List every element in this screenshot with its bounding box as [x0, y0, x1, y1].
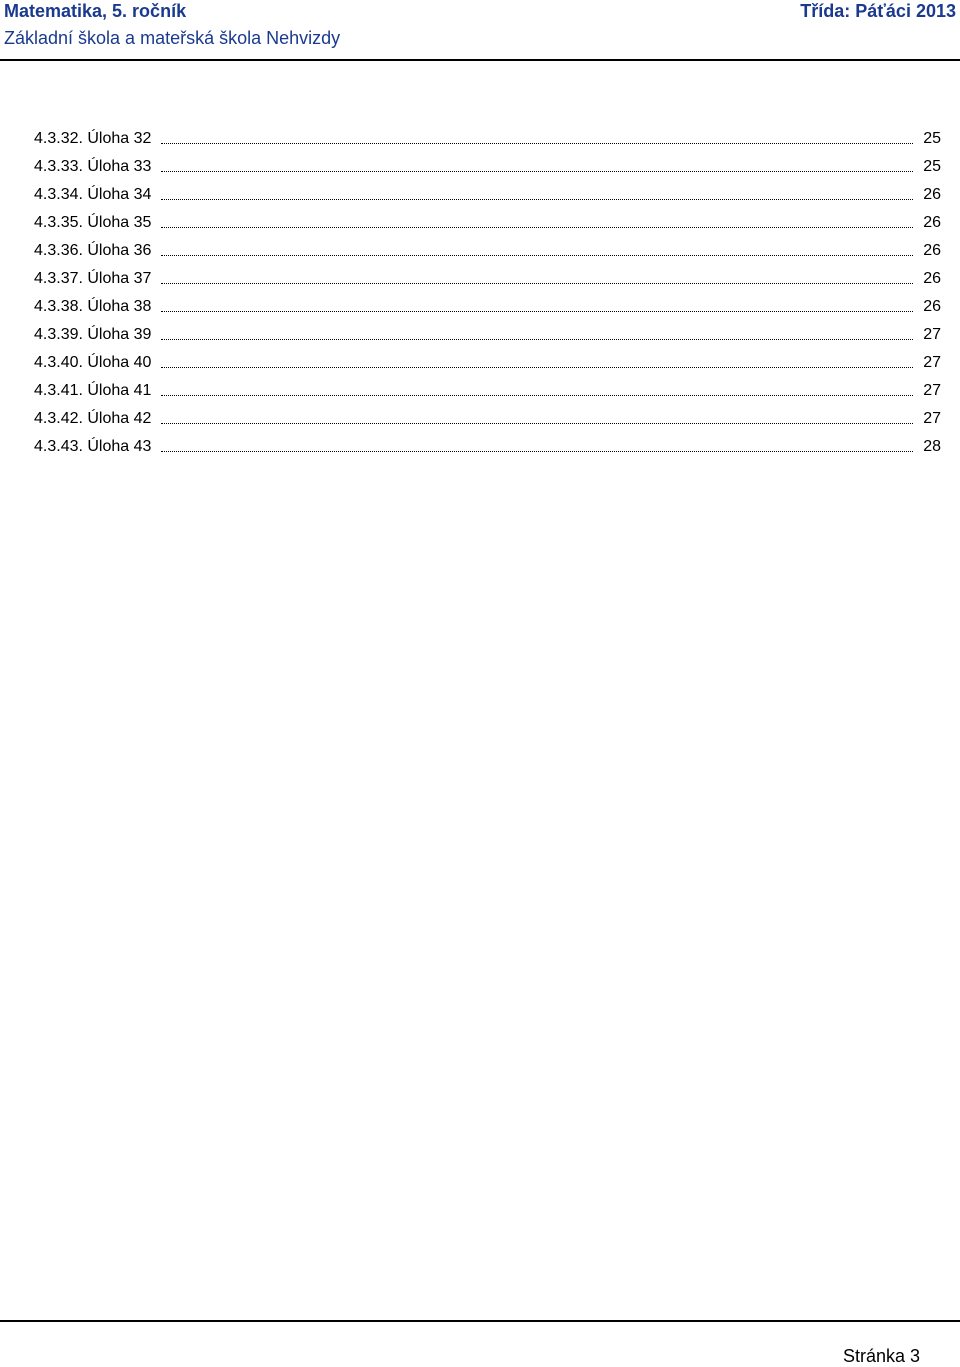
- toc-entry-label: 4.3.34. Úloha 34: [34, 186, 152, 203]
- toc-entry[interactable]: [34, 268, 941, 296]
- toc-entry-page: 25: [923, 158, 941, 175]
- school-name: Základní škola a mateřská škola Nehvizdy: [4, 28, 341, 48]
- header-divider: [0, 59, 960, 61]
- toc-entry-page: 26: [923, 242, 941, 259]
- toc-entry-page: 26: [923, 214, 941, 231]
- toc-entry-label: 4.3.39. Úloha 39: [34, 326, 152, 343]
- toc-entry[interactable]: [34, 128, 941, 156]
- toc-entry[interactable]: [34, 408, 941, 436]
- toc-dot-leader: [161, 227, 913, 228]
- toc-entry-label: 4.3.36. Úloha 36: [34, 242, 152, 259]
- toc-dot-leader: [161, 199, 913, 200]
- toc-entry-label: 4.3.32. Úloha 32: [34, 130, 152, 147]
- toc-entry[interactable]: [34, 156, 941, 184]
- toc-dot-leader: [161, 423, 913, 424]
- toc-entry-page: 27: [923, 326, 941, 343]
- toc-entry-page: 25: [923, 130, 941, 147]
- class-label: Třída: Páťáci 2013: [800, 1, 956, 21]
- toc-entry[interactable]: [34, 296, 941, 324]
- toc-entry-label: 4.3.43. Úloha 43: [34, 438, 152, 455]
- toc-dot-leader: [161, 255, 913, 256]
- page-number: Stránka 3: [842, 1346, 920, 1366]
- toc-entry-label: 4.3.42. Úloha 42: [34, 410, 152, 427]
- toc-dot-leader: [161, 143, 913, 144]
- toc-entry[interactable]: [34, 184, 941, 212]
- toc-dot-leader: [161, 367, 913, 368]
- toc-entry-page: 26: [923, 298, 941, 315]
- toc-entry[interactable]: [34, 436, 941, 464]
- toc-entry-page: 28: [923, 438, 941, 455]
- document-title: Matematika, 5. ročník: [4, 1, 187, 21]
- toc-entry-page: 27: [923, 410, 941, 427]
- toc-entry[interactable]: [34, 380, 941, 408]
- toc-dot-leader: [161, 283, 913, 284]
- toc-dot-leader: [161, 171, 913, 172]
- toc-entry-label: 4.3.41. Úloha 41: [34, 382, 152, 399]
- toc-dot-leader: [161, 339, 913, 340]
- page-header: [0, 0, 960, 62]
- toc-entry-label: 4.3.38. Úloha 38: [34, 298, 152, 315]
- footer-divider: [0, 1320, 960, 1322]
- toc-entry-label: 4.3.35. Úloha 35: [34, 214, 152, 231]
- toc-entry-label: 4.3.37. Úloha 37: [34, 270, 152, 287]
- toc-entry-page: 26: [923, 186, 941, 203]
- toc-entry[interactable]: [34, 324, 941, 352]
- toc-entry[interactable]: [34, 240, 941, 268]
- toc-dot-leader: [161, 395, 913, 396]
- toc-entry-page: 27: [923, 382, 941, 399]
- toc-entry-page: 26: [923, 270, 941, 287]
- toc-entry-label: 4.3.33. Úloha 33: [34, 158, 152, 175]
- toc-entry-page: 27: [923, 354, 941, 371]
- table-of-contents: [34, 128, 941, 464]
- toc-entry[interactable]: [34, 352, 941, 380]
- toc-entry-label: 4.3.40. Úloha 40: [34, 354, 152, 371]
- toc-dot-leader: [161, 451, 913, 452]
- toc-dot-leader: [161, 311, 913, 312]
- toc-entry[interactable]: [34, 212, 941, 240]
